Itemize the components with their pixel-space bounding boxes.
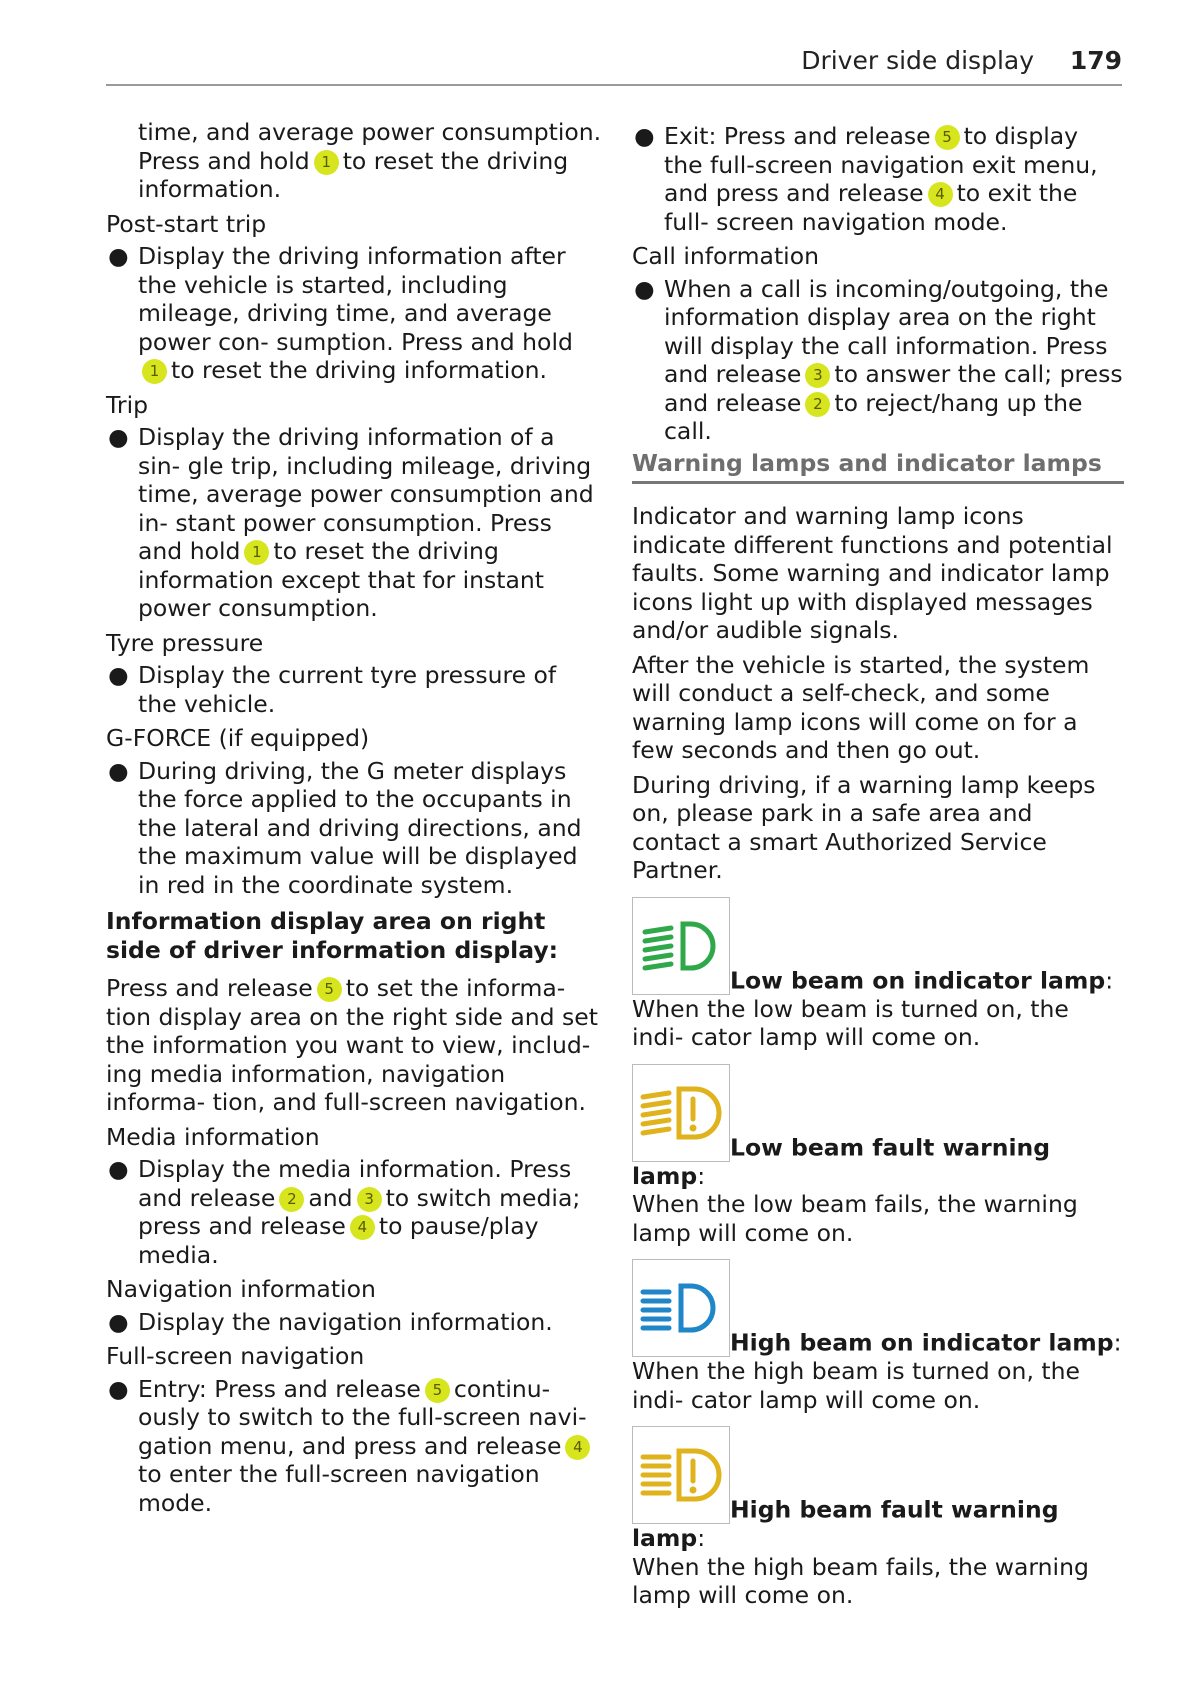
bullet-icon: ●	[108, 242, 129, 270]
left-column	[106, 118, 602, 1520]
button-1-badge: 1	[244, 540, 269, 565]
navigation-info-heading: Navigation information	[106, 1275, 376, 1303]
list-item: ● Display the navigation information.	[108, 1307, 553, 1336]
lamp-entry: Low beam on indicator lamp: When the low beam is turned on, the indi- cator lamp will come on.	[632, 897, 1124, 1052]
button-3-badge: 3	[805, 363, 830, 388]
list-item: ● Display the driving information after the vehicle is started, including mileage, driving time, and average power con- sumption. Press and hold1 to reset the driving information.	[108, 242, 573, 384]
low-beam-fault-icon	[632, 1064, 730, 1162]
button-3-badge: 3	[357, 1187, 382, 1212]
g-force-heading: G-FORCE (if equipped)	[106, 724, 370, 752]
paragraph: After the vehicle is started, the system will conduct a self-check, and some warning lamp icons will come on for a few seconds and then go out.	[632, 650, 1090, 764]
button-5-badge: 5	[425, 1378, 450, 1403]
lamp-entry: High beam on indicator lamp: When the high beam is turned on, the indi- cator lamp will come on.	[632, 1259, 1124, 1414]
high-beam-on-icon	[632, 1259, 730, 1357]
info-display-heading: Information display area on right side of driver information display:	[106, 907, 559, 964]
page-title: Driver side display	[801, 46, 1034, 75]
call-info-heading: Call information	[632, 242, 819, 270]
low-beam-on-icon	[632, 897, 730, 995]
button-2-badge: 2	[805, 392, 830, 417]
bullet-icon: ●	[108, 423, 129, 451]
full-screen-navigation-heading: Full-screen navigation	[106, 1342, 365, 1370]
list-item: ● When a call is incoming/outgoing, the information display area on the right will display the call information. Press and release 3 to answer the call; press and release 2 to reject/hang up the call.	[634, 274, 1123, 445]
list-item: ● During driving, the G meter displays the force applied to the occupants in the lateral and driving directions, and the maximum value will be displayed in red in the coordinate system.	[108, 756, 582, 899]
button-4-badge: 4	[928, 182, 953, 207]
button-1-badge: 1	[314, 150, 339, 175]
button-1-badge: 1	[142, 359, 167, 384]
list-item: ● Entry: Press and release 5 continu- ously to switch to the full-screen navi- gation menu, and press and release 4to enter the full-screen navigation mode.	[106, 1375, 602, 1518]
page-number: 179	[1069, 46, 1122, 75]
button-5-badge: 5	[935, 125, 960, 150]
list-item: ● Display the driving information of a sin- gle trip, including mileage, driving time, average power consumption and in- stant power consumption. Press and hold 1 to reset the driving information except that for instant power consumption.	[108, 423, 594, 622]
paragraph: During driving, if a warning lamp keeps on, please park in a safe area and contact a smart Authorized Service Partner.	[632, 770, 1096, 884]
lamp-entry: High beam fault warning lamp: When the high beam fails, the warning lamp will come on.	[632, 1426, 1124, 1610]
bullet-icon: ●	[108, 1374, 129, 1403]
bullet-icon: ●	[108, 1307, 129, 1336]
right-column	[632, 118, 1124, 1610]
trip-heading: Trip	[106, 390, 149, 419]
button-4-badge: 4	[565, 1435, 590, 1460]
bullet-icon: ●	[108, 661, 129, 689]
bullet-icon: ●	[108, 756, 129, 785]
post-start-trip-heading: Post-start trip	[106, 209, 267, 238]
info-display-paragraph: Press and release 5 to set the informa- tion display area on the right side and set the information you want to view, includ- ing media information, navigation informa- tion, and full-screen navigation.	[106, 974, 598, 1116]
page-header	[106, 46, 1122, 86]
continued-text: time, and average power consumption. Press and hold 1 to reset the driving information.	[138, 118, 602, 203]
button-4-badge: 4	[350, 1215, 375, 1240]
section-heading: Warning lamps and indicator lamps	[632, 449, 1124, 485]
bullet-icon: ●	[634, 122, 655, 150]
button-5-badge: 5	[317, 977, 342, 1002]
bullet-icon: ●	[634, 274, 655, 303]
paragraph: Indicator and warning lamp icons indicate different functions and potential faults. Some warning and indicator lamp icons light up with displayed messages and/or audible signals.	[632, 502, 1113, 644]
media-info-heading: Media information	[106, 1122, 320, 1151]
list-item: ● Display the current tyre pressure of the vehicle.	[108, 661, 557, 718]
button-2-badge: 2	[279, 1187, 304, 1212]
lamp-entry: Low beam fault warning lamp: When the low beam fails, the warning lamp will come on.	[632, 1064, 1124, 1248]
list-item: ● Exit: Press and release 5 to display the full-screen navigation exit menu, and press and release 4 to exit the full- screen navigation mode.	[634, 122, 1098, 236]
bullet-icon: ●	[108, 1155, 129, 1183]
tyre-pressure-heading: Tyre pressure	[106, 628, 264, 657]
list-item: ● Display the media information. Press and release 2 and 3 to switch media; press and release 4 to pause/play media.	[108, 1155, 581, 1269]
high-beam-fault-icon	[632, 1426, 730, 1524]
